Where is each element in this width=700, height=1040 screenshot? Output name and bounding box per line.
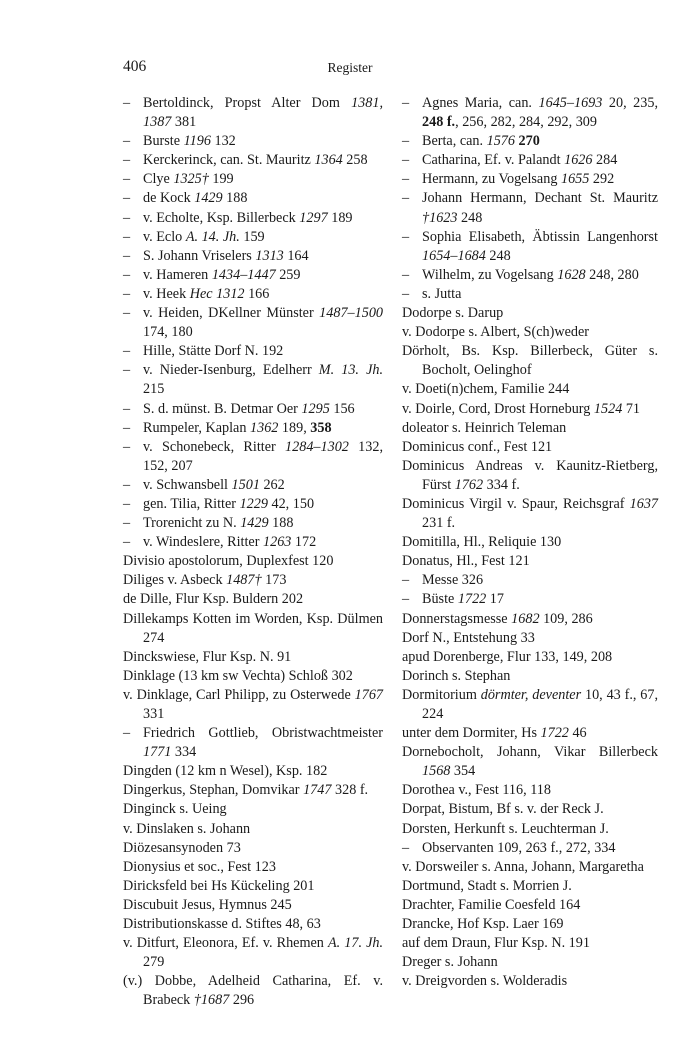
entry-text: 292 (589, 171, 615, 188)
entry-dash: – (123, 534, 131, 551)
entry-text: 156 (329, 400, 355, 417)
entry-text: 381 (171, 114, 197, 131)
index-entry (123, 686, 383, 724)
entry-date: 1429 (240, 515, 269, 532)
entry-dash: – (123, 95, 131, 111)
entry-text: v. Eclo (143, 228, 186, 245)
index-entry (123, 170, 383, 189)
entry-text: 20, 235, (602, 95, 658, 111)
entry-text: v. Heiden, DKellner Münster (143, 305, 320, 322)
entry-text: Dorf N., Entstehung 33 (402, 629, 535, 646)
entry-bold-ref: 270 (518, 133, 540, 150)
entry-text: 132 (210, 133, 236, 150)
entry-text: 159 (239, 228, 265, 245)
entry-text: Dingerkus, Stephan, Domvikar (123, 782, 304, 799)
entry-dash: – (402, 228, 410, 245)
page-number: 406 (123, 58, 147, 75)
entry-text: 248 (485, 247, 511, 264)
entry-text: v. Schonebeck, Ritter (143, 438, 286, 455)
entry-text: 215 (143, 381, 165, 398)
index-entry (123, 571, 383, 590)
entry-date: 1722 (457, 591, 487, 608)
index-entry (123, 839, 383, 858)
entry-text: Donnerstagsmesse (402, 610, 512, 627)
entry-text: v. Dorsweiler s. Anna, Johann, Margaretha (402, 858, 644, 875)
entry-text: v. Schwansbell (143, 476, 232, 493)
entry-text: 248 (457, 209, 483, 226)
index-entry (123, 132, 383, 151)
index-entry (123, 858, 383, 877)
entry-text: 42, 150 (267, 495, 315, 512)
index-entry (123, 285, 383, 304)
running-head: Register (327, 60, 373, 75)
entry-text: 10, 43 f., 67, 224 (422, 686, 659, 722)
entry-date: 1362 (250, 419, 279, 436)
entry-text: 331 (143, 706, 165, 722)
entry-date: 1682 (511, 610, 540, 627)
entry-text: Kerckerinck, can. St. Mauritz (143, 152, 315, 169)
index-entry (123, 820, 383, 839)
entry-dash: – (402, 152, 410, 169)
index-entry (402, 800, 658, 819)
index-entry (402, 132, 658, 151)
index-entry (402, 304, 658, 323)
entry-date: A. 17. Jh. (327, 935, 384, 952)
index-entry (123, 94, 383, 132)
entry-date: 1762 (454, 476, 484, 493)
entry-date: 1747 (303, 782, 332, 799)
entry-date: 1487–1500 (319, 305, 383, 322)
entry-text: S. d. münst. B. Detmar Oer (143, 400, 302, 417)
index-entry (402, 380, 658, 399)
entry-dash: – (123, 438, 131, 455)
entry-dash: – (402, 591, 410, 608)
index-entry (123, 361, 383, 399)
index-entry (402, 686, 658, 724)
index-entry (402, 457, 658, 495)
index-entry (402, 724, 658, 743)
entry-dash: – (123, 152, 131, 169)
index-entry (402, 972, 658, 991)
entry-date: 1381, 1387 (143, 95, 383, 131)
entry-date: Hec 1312 (189, 285, 245, 302)
entry-text: 248, 280 (585, 266, 639, 283)
entry-text: , 256, 282, 284, 292, 309 (455, 114, 597, 131)
index-entry (402, 781, 658, 800)
entry-text: s. Jutta (422, 285, 462, 302)
entry-text: v. Dinklage, Carl Philipp, zu Osterwede (123, 686, 355, 703)
entry-text: 46 (568, 725, 587, 742)
entry-text: v. Dinslaken s. Johann (123, 820, 251, 837)
entry-text: Büste (422, 591, 458, 608)
entry-text: Agnes Maria, can. (422, 95, 539, 111)
index-entry (123, 648, 383, 667)
entry-text: v. Ditfurt, Eleonora, Ef. v. Rhemen (123, 935, 328, 952)
index-entry (123, 304, 383, 342)
entry-text: Dorinch s. Stephan (402, 667, 511, 684)
entry-text: v. Doirle, Cord, Drost Horneburg (402, 400, 594, 417)
entry-dash: – (402, 95, 410, 111)
entry-text: 172 (291, 534, 317, 551)
entry-text: Drancke, Hof Ksp. Laer 169 (402, 916, 564, 933)
entry-text: v. Echolte, Ksp. Billerbeck (143, 209, 300, 226)
index-entry (402, 877, 658, 896)
index-column-left (123, 94, 383, 1011)
entry-text: Dionysius et soc., Fest 123 (123, 858, 276, 875)
entry-date: 1325† (173, 171, 209, 188)
index-entry (402, 571, 658, 590)
entry-text: Dorsten, Herkunft s. Leuchterman J. (402, 820, 609, 837)
entry-dash: – (402, 839, 410, 856)
entry-dash: – (123, 725, 131, 742)
entry-text: Discubuit Jesus, Hymnus 245 (123, 896, 292, 913)
entry-dash: – (402, 285, 410, 302)
index-entry (402, 743, 658, 781)
index-entry (123, 419, 383, 438)
entry-text: 174, 180 (143, 324, 193, 341)
entry-dash: – (123, 476, 131, 493)
entry-text: Dominicus Virgil v. Spaur, Reichsgraf (402, 495, 630, 512)
index-entry (123, 590, 383, 609)
entry-text: Messe 326 (422, 572, 484, 589)
entry-dash: – (123, 419, 131, 436)
entry-bold-ref: 358 (310, 419, 332, 436)
entry-text: doleator s. Heinrich Teleman (402, 419, 567, 436)
entry-text: 166 (244, 285, 270, 302)
entry-date: 1637 (629, 495, 658, 512)
entry-text: Dörholt, Bs. Ksp. Billerbeck, Güter s. Bocholt, Oelinghof (402, 343, 658, 379)
entry-text: v. Dodorpe s. Albert, S(ch)weder (402, 324, 590, 341)
entry-date: 1196 (183, 133, 211, 150)
entry-text: Troreniсht zu N. (143, 515, 241, 532)
index-entry (123, 514, 383, 533)
index-entry (402, 934, 658, 953)
entry-date: 1297 (299, 209, 328, 226)
entry-text: v. Hameren (143, 266, 212, 283)
entry-text: v. Doeti(n)chem, Familie 244 (402, 381, 570, 398)
entry-text: Dominicus conf., Fest 121 (402, 438, 553, 455)
entry-text: Drachter, Familie Coesfeld 164 (402, 896, 581, 913)
entry-dash: – (123, 266, 131, 283)
entry-dash: – (123, 209, 131, 226)
entry-dash: – (402, 190, 410, 207)
index-entry (123, 495, 383, 514)
index-entry (123, 552, 383, 571)
entry-date: 1429 (194, 190, 223, 207)
entry-text: Catharina, Ef. v. Palandt (422, 152, 565, 169)
entry-text: 231 f. (422, 515, 456, 532)
entry-dash: – (123, 190, 131, 207)
entry-text: v. Heek (143, 285, 190, 302)
index-entry (402, 438, 658, 457)
index-entry (402, 419, 658, 438)
index-entry (402, 915, 658, 934)
entry-text: Dorpat, Bistum, Bf s. v. der Reck J. (402, 801, 604, 818)
index-entry (123, 438, 383, 476)
entry-dash: – (123, 305, 131, 322)
entry-date: 1654–1684 (422, 247, 486, 264)
entry-dash: – (123, 247, 131, 264)
entry-text: apud Dorenberge, Flur 133, 149, 208 (402, 648, 613, 665)
index-entry (123, 934, 383, 972)
index-entry (123, 266, 383, 285)
entry-bold-ref: 248 f. (422, 114, 456, 131)
index-entry (402, 94, 658, 132)
entry-text: Burste (143, 133, 184, 150)
index-entry (123, 877, 383, 896)
entry-text: Berta, can. (422, 133, 487, 150)
entry-text: Dornebocholt, Johann, Vikar Billerbeck (402, 744, 658, 761)
entry-text: v. Dreigvorden s. Wolderadis (402, 973, 568, 990)
entry-text: Hermann, zu Vogelsang (422, 171, 561, 188)
entry-text: 71 (622, 400, 641, 417)
entry-date: 1524 (593, 400, 623, 417)
index-entry (123, 189, 383, 208)
index-entry (402, 400, 658, 419)
entry-text: 109, 286 (539, 610, 593, 627)
entry-text: Dingden (12 km n Wesel), Ksp. 182 (123, 763, 328, 780)
entry-text: unter dem Dormiter, Hs (402, 725, 541, 742)
entry-text: Johann Hermann, Dechant St. Mauritz (422, 190, 658, 207)
entry-text: 328 f. (331, 782, 369, 799)
index-entry (402, 228, 658, 266)
entry-text: Dreger s. Johann (402, 954, 498, 971)
entry-text: Bertoldinck, Propst Alter Dom (143, 95, 352, 111)
entry-text: S. Johann Vriselers (143, 247, 256, 264)
entry-text: auf dem Draun, Flur Ksp. N. 191 (402, 935, 590, 952)
index-entry (402, 590, 658, 609)
entry-text: 189 (327, 209, 353, 226)
index-entry (402, 610, 658, 629)
index-entry (123, 781, 383, 800)
index-entry (402, 323, 658, 342)
index-entry (123, 533, 383, 552)
entry-dash: – (123, 343, 131, 360)
entry-text: 334 (171, 744, 197, 761)
entry-text: Donatus, Hl., Fest 121 (402, 553, 530, 570)
entry-text: Dillekamps Kotten im Worden, Ksp. Dülmen 274 (123, 610, 383, 646)
index-entry (402, 266, 658, 285)
index-entry (402, 896, 658, 915)
entry-text: Dominicus Andreas v. Kaunitz-Rietberg, Fürst (402, 457, 658, 493)
index-column-right (402, 94, 658, 991)
entry-dash: – (402, 572, 410, 589)
entry-date: 1434–1447 (211, 266, 276, 283)
entry-text: 284 (592, 152, 618, 169)
entry-text: Dinklage (13 km sw Vechta) Schloß 302 (123, 667, 353, 684)
entry-date: 1487† (226, 572, 262, 589)
entry-text: v. Nieder-Isenburg, Edelherr (143, 362, 319, 379)
entry-text: 334 f. (483, 476, 520, 493)
index-entry (123, 762, 383, 781)
entry-dash: – (123, 400, 131, 417)
index-entry (123, 610, 383, 648)
entry-text: de Dille, Flur Ksp. Buldern 202 (123, 591, 304, 608)
entry-text: 258 (342, 152, 368, 169)
entry-text: Dinckswiese, Flur Ksp. N. 91 (123, 648, 292, 665)
entry-date: 1576 (486, 133, 515, 150)
index-entry (123, 724, 383, 762)
entry-text: Dinginck s. Ueing (123, 801, 227, 818)
entry-date: 1628 (557, 266, 586, 283)
entry-text: Wilhelm, zu Vogelsang (422, 266, 558, 283)
entry-date: dörmter, deventer (480, 686, 582, 703)
entry-dash: – (123, 285, 131, 302)
entry-text: 132, 152, 207 (143, 438, 384, 474)
entry-date: M. 13. Jh. (318, 362, 384, 379)
entry-date: 1313 (255, 247, 284, 264)
entry-dash: – (402, 266, 410, 283)
entry-text: Hille, Stätte Dorf N. 192 (143, 343, 284, 360)
entry-text: 262 (259, 476, 285, 493)
index-entry (402, 552, 658, 571)
index-entry (402, 170, 658, 189)
entry-text: 188 (268, 515, 294, 532)
entry-text: Diözesansynoden 73 (123, 839, 241, 856)
entry-text: 279 (143, 954, 165, 971)
index-entry (402, 629, 658, 648)
entry-text: Observanten 109, 263 f., 272, 334 (422, 839, 616, 856)
entry-date: 1295 (301, 400, 330, 417)
entry-text: Distributionskasse d. Stiftes 48, 63 (123, 916, 321, 933)
entry-date: 1263 (263, 534, 292, 551)
entry-text: Dortmund, Stadt s. Morrien J. (402, 877, 572, 894)
entry-text: Sophia Elisabeth, Äbtissin Langenhorst (422, 228, 658, 245)
entry-text: Friedrich Gottlieb, Obristwachtmeister (143, 725, 383, 742)
entry-text: Domitilla, Hl., Reliquie 130 (402, 534, 562, 551)
entry-text: Diliges v. Asbeck (123, 572, 227, 589)
entry-text: 296 (229, 992, 255, 1009)
index-entry (402, 189, 658, 227)
index-entry (123, 247, 383, 266)
index-entry (402, 667, 658, 686)
index-entry (402, 648, 658, 667)
entry-text: Dorothea v., Fest 116, 118 (402, 782, 551, 799)
entry-text: 199 (208, 171, 234, 188)
entry-dash: – (123, 171, 131, 188)
entry-text: 173 (261, 572, 287, 589)
entry-dash: – (123, 362, 131, 379)
index-entry (123, 800, 383, 819)
entry-date: 1626 (564, 152, 593, 169)
entry-text: 259 (275, 266, 301, 283)
entry-text: Divisio apostolorum, Duplexfest 120 (123, 553, 334, 570)
index-entry (123, 896, 383, 915)
entry-date: 1229 (239, 495, 268, 512)
index-entry (123, 209, 383, 228)
entry-text: Clye (143, 171, 174, 188)
index-entry (402, 342, 658, 380)
entry-date: 1771 (143, 744, 172, 761)
entry-date: 1655 (560, 171, 590, 188)
entry-date: 1364 (314, 152, 343, 169)
entry-date: †1687 (193, 992, 230, 1009)
entry-date: 1767 (354, 686, 383, 703)
entry-text: Diricksfeld bei Hs Kückeling 201 (123, 877, 315, 894)
entry-text: (v.) Dobbe, Adelheid Catharina, Ef. v. Brabeck (123, 973, 383, 1009)
entry-text: Dormitorium (402, 686, 481, 703)
entry-dash: – (402, 171, 410, 188)
index-entry (402, 533, 658, 552)
index-entry (123, 228, 383, 247)
entry-date: 1568 (422, 763, 451, 780)
entry-text: 189, (278, 419, 311, 436)
entry-text: 164 (283, 247, 309, 264)
entry-text: Rumpeler, Kaplan (143, 419, 250, 436)
index-entry (123, 151, 383, 170)
entry-text: 17 (486, 591, 504, 608)
index-entry (123, 667, 383, 686)
index-entry (402, 285, 658, 304)
entry-text: Dodorpe s. Darup (402, 305, 504, 322)
entry-dash: – (123, 495, 131, 512)
entry-text: 354 (450, 763, 476, 780)
index-entry (402, 495, 658, 533)
index-entry (402, 151, 658, 170)
index-entry (402, 839, 658, 858)
index-entry (123, 476, 383, 495)
index-entry (123, 400, 383, 419)
index-entry (402, 820, 658, 839)
entry-dash: – (402, 133, 410, 150)
entry-text: v. Windeslere, Ritter (143, 534, 263, 551)
entry-date: 1722 (540, 725, 569, 742)
index-entry (123, 915, 383, 934)
index-entry (402, 953, 658, 972)
entry-dash: – (123, 515, 131, 532)
entry-dash: – (123, 133, 131, 150)
entry-text: gen. Tilia, Ritter (143, 495, 240, 512)
entry-date: 1501 (231, 476, 260, 493)
index-entry (123, 972, 383, 1010)
entry-dash: – (123, 228, 131, 245)
entry-text: 188 (222, 190, 248, 207)
entry-date: A. 14. Jh. (185, 228, 240, 245)
entry-date: †1623 (422, 209, 458, 226)
entry-date: 1645–1693 (538, 95, 603, 111)
entry-date: 1284–1302 (285, 438, 349, 455)
index-entry (402, 858, 658, 877)
entry-text: de Kock (143, 190, 195, 207)
index-entry (123, 342, 383, 361)
